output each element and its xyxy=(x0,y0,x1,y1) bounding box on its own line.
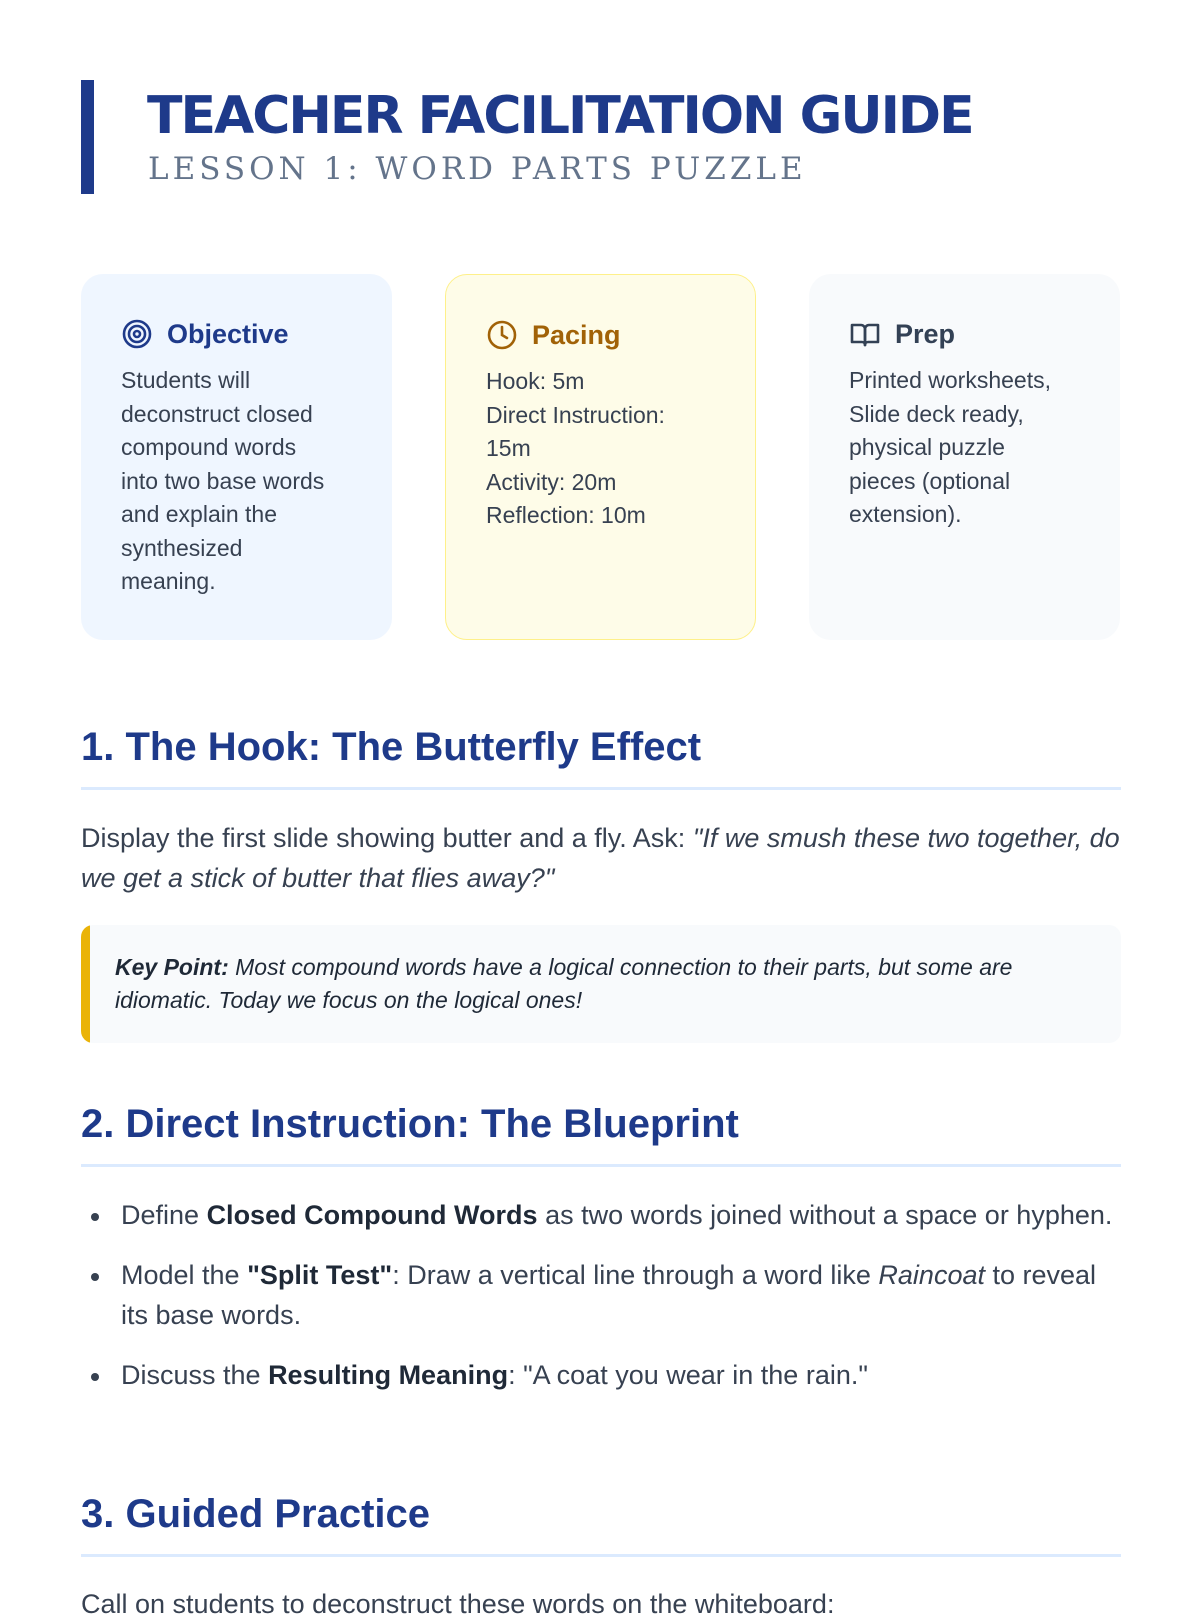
list-item xyxy=(81,1195,1121,1235)
header-accent-bar xyxy=(81,80,94,194)
prep-line: physical puzzle xyxy=(849,434,1005,460)
pacing-card-header xyxy=(486,317,717,353)
bullet-term: Resulting Meaning xyxy=(268,1360,509,1390)
section-3-divider xyxy=(81,1554,1121,1557)
objective-line: deconstruct closed xyxy=(121,400,313,427)
prep-line: pieces (optional xyxy=(849,467,1011,494)
page-title: TEACHER FACILITATION GUIDE xyxy=(147,86,973,146)
bullet-term: Closed Compound Words xyxy=(206,1200,538,1230)
prep-line: extension). xyxy=(849,501,962,527)
list-item xyxy=(81,1355,1121,1395)
section-3-heading: 3. Guided Practice xyxy=(81,1492,431,1536)
hook-question-text: "If we smush these two together, do we get a stick of butter that flies away?" xyxy=(81,823,1120,893)
pacing-card-title: Pacing xyxy=(532,319,621,350)
prep-card-text xyxy=(849,364,1082,532)
pacing-line: Reflection: 10m xyxy=(486,502,646,528)
objective-line: meaning. xyxy=(121,568,216,594)
prep-card xyxy=(809,274,1120,640)
objective-card-header xyxy=(121,316,354,352)
bullet-text: as two words joined without a space or hyphen. xyxy=(537,1200,1113,1230)
bullet-text: Model the xyxy=(121,1260,248,1290)
objective-line: into two base words xyxy=(121,467,325,494)
objective-line: and explain the xyxy=(121,501,278,527)
pacing-card-text xyxy=(486,365,717,533)
bullet-dot xyxy=(91,1273,99,1281)
prep-line: Printed worksheets, xyxy=(849,367,1051,393)
objective-card xyxy=(81,274,392,640)
prep-card-title: Prep xyxy=(895,318,956,349)
objective-card-title: Objective xyxy=(167,318,289,349)
key-point-callout xyxy=(81,925,1121,1043)
bullet-text: Define xyxy=(121,1200,207,1230)
objective-line: compound words xyxy=(121,434,297,460)
section-1-heading: 1. The Hook: The Butterfly Effect xyxy=(81,725,702,769)
list-item xyxy=(81,1255,1121,1335)
bullet-text: : "A coat you wear in the rain." xyxy=(508,1360,868,1390)
prep-line: Slide deck ready, xyxy=(849,400,1024,427)
section-1-paragraph xyxy=(81,818,1121,898)
pacing-line: Hook: 5m xyxy=(486,368,585,394)
pacing-line: 15m xyxy=(486,435,531,461)
bullet-text: to reveal its base words. xyxy=(121,1260,1097,1330)
target-icon xyxy=(121,318,153,350)
bullet-term: "Split Test" xyxy=(247,1260,393,1290)
bullet-dot xyxy=(91,1373,99,1381)
instruction-bullet-list xyxy=(81,1195,1121,1395)
bullet-text: Discuss the xyxy=(121,1360,269,1390)
section-3-paragraph: Call on students to deconstruct these words on the whiteboard: xyxy=(81,1589,835,1619)
callout-body: Most compound words have a logical connection to their parts, but some are idiomatic. Today we focus on the logical ones! xyxy=(115,954,1013,1013)
callout-accent-bar xyxy=(81,925,90,1043)
overview-cards xyxy=(81,274,1121,640)
callout-text xyxy=(115,951,1105,1017)
hook-prompt-text: Display the first slide showing butter and a fly. Ask: xyxy=(81,823,693,853)
guide-header xyxy=(81,80,1121,194)
prep-card-header xyxy=(849,316,1082,352)
objective-line: synthesized xyxy=(121,534,243,561)
objective-card-text xyxy=(121,364,354,599)
pacing-line: Activity: 20m xyxy=(486,468,617,495)
callout-label: Key Point: xyxy=(115,954,229,980)
book-open-icon xyxy=(849,318,881,350)
bullet-dot xyxy=(91,1213,99,1221)
bullet-example-word: Raincoat xyxy=(878,1260,985,1290)
section-1-divider xyxy=(81,787,1121,790)
section-2-divider xyxy=(81,1164,1121,1167)
objective-line: Students will xyxy=(121,367,251,393)
page-subtitle: LESSON 1: WORD PARTS PUZZLE xyxy=(148,151,807,187)
pacing-card xyxy=(445,274,756,640)
pacing-line: Direct Instruction: xyxy=(486,401,665,428)
bullet-text: : Draw a vertical line through a word like xyxy=(392,1260,879,1290)
section-2-heading: 2. Direct Instruction: The Blueprint xyxy=(81,1102,739,1146)
clock-icon xyxy=(486,319,518,351)
